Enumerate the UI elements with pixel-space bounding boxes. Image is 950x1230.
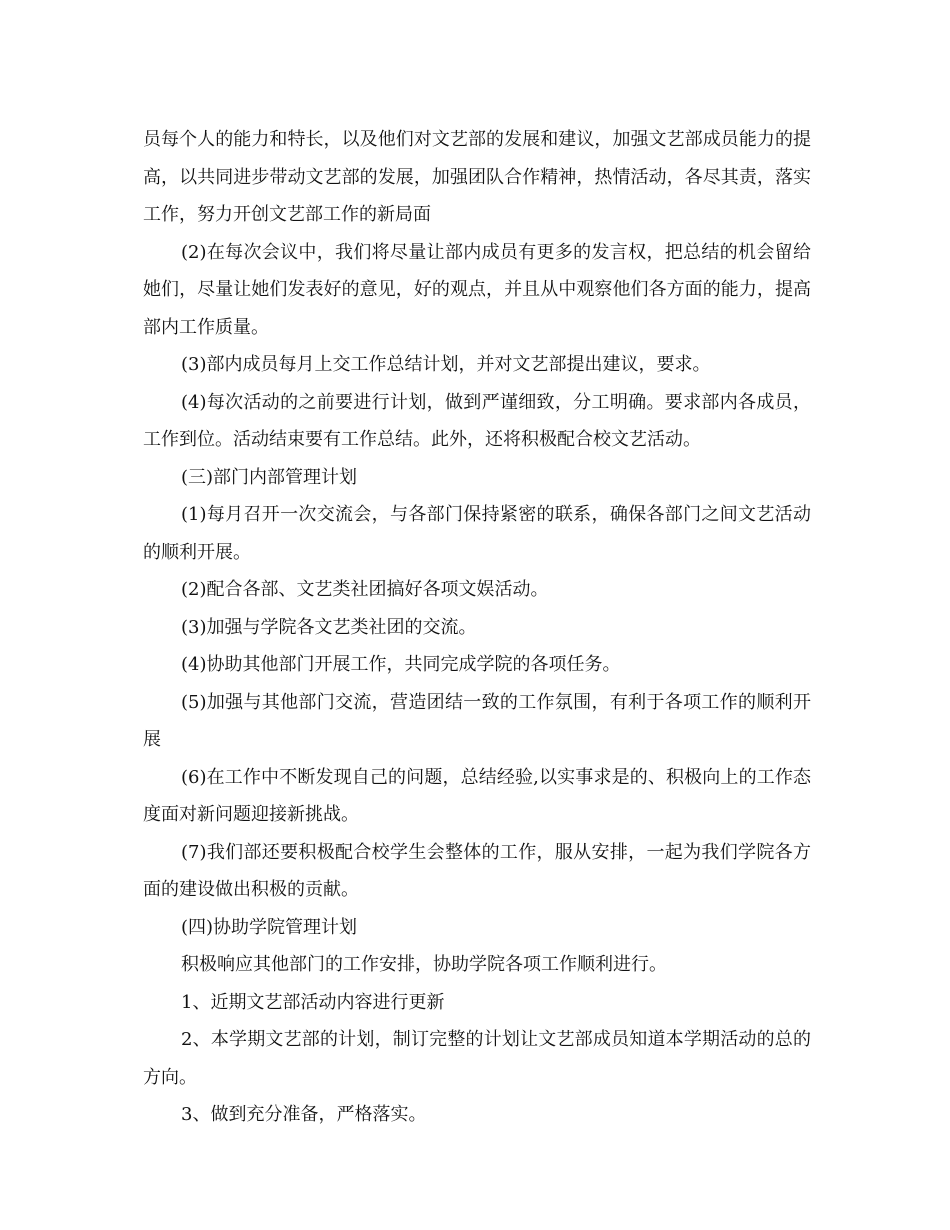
section-heading-3: (三)部门内部管理计划: [181, 466, 358, 488]
paragraph-12: (7)我们部还要积极配合校学生会整体的工作，服从安排，一起为我们学院各方面的建设做出积极的贡献。: [143, 841, 811, 900]
paragraph-14: 积极响应其他部门的工作安排，协助学院各项工作顺利进行。: [181, 954, 667, 975]
paragraph-10: (5)加强与其他部门交流，营造团结一致的工作氛围，有利于各项工作的顺利开展: [143, 691, 811, 750]
paragraph-9: (4)协助其他部门开展工作，共同完成学院的各项任务。: [181, 654, 621, 675]
list-item-3: 3、做到充分准备，严格落实。: [181, 1104, 427, 1125]
paragraph-1: 员每个人的能力和特长，以及他们对文艺部的发展和建议，加强文艺部成员能力的提高，以共同进步带动文艺部的发展，加强团队合作精神，热情活动，各尽其责，落实工作，努力开创文艺部工作的新局面: [143, 129, 811, 225]
paragraph-6: (1)每月召开一次交流会，与各部门保持紧密的联系，确保各部门之间文艺活动的顺利开展。: [143, 504, 811, 563]
list-item-2: 2、本学期文艺部的计划，制订完整的计划让文艺部成员知道本学期活动的总的方向。: [143, 1029, 811, 1088]
paragraph-8: (3)加强与学院各文艺类社团的交流。: [181, 616, 477, 638]
paragraph-2: (2)在每次会议中，我们将尽量让部内成员有更多的发言权，把总结的机会留给她们，尽量让她们发表好的意见，好的观点，并且从中观察他们各方面的能力，提高部内工作质量。: [143, 241, 811, 338]
paragraph-7: (2)配合各部、文艺类社团搞好各项文娱活动。: [181, 579, 549, 600]
paragraph-3: (3)部内成员每月上交工作总结计划，并对文艺部提出建议，要求。: [181, 354, 711, 375]
paragraph-4: (4)每次活动的之前要进行计划，做到严谨细致，分工明确。要求部内各成员，工作到位。活动结束要有工作总结。此外，还将积极配合校文艺活动。: [143, 391, 811, 450]
paragraph-11: (6)在工作中不断发现自己的问题，总结经验,以实事求是的、积极向上的工作态度面对新问题迎接新挑战。: [143, 766, 811, 825]
section-heading-4: (四)协助学院管理计划: [181, 916, 358, 938]
document-body: [143, 121, 811, 1134]
list-item-1: 1、近期文艺部活动内容进行更新: [181, 991, 445, 1013]
